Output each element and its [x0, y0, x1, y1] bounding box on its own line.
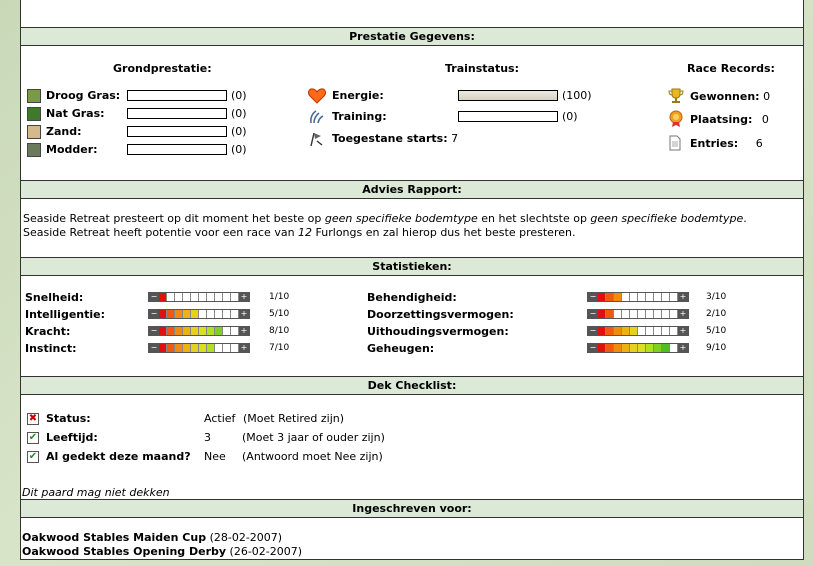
stat-segment [646, 293, 654, 301]
advice-line-2 [23, 226, 575, 239]
horse-panel [20, 0, 804, 560]
ground-label: Nat Gras: [46, 107, 105, 120]
stat-segment [231, 310, 239, 318]
stat-bar [587, 326, 689, 336]
stat-minus-button[interactable]: − [150, 309, 158, 318]
stat-bar [148, 292, 250, 302]
checklist-header: Dek Checklist: [21, 376, 803, 395]
stat-segment [207, 310, 215, 318]
stat-segment [191, 310, 199, 318]
advice-text: . [743, 212, 747, 225]
stat-segment [654, 293, 662, 301]
race-row [22, 531, 282, 544]
stat-segment [199, 310, 207, 318]
stat-segment [614, 293, 622, 301]
cross-icon: ✖ [28, 413, 38, 424]
stat-segment [670, 327, 678, 335]
ground-value: (0) [231, 125, 247, 138]
stat-segment [199, 327, 207, 335]
stat-segment [654, 327, 662, 335]
stat-label: Snelheid: [25, 291, 84, 304]
stat-minus-button[interactable]: − [150, 326, 158, 335]
check-value: Nee [204, 450, 226, 463]
entries-label: Entries: [690, 137, 739, 150]
stat-label: Doorzettingsvermogen: [367, 308, 514, 321]
stat-value: 2/10 [706, 309, 727, 319]
stat-segment [614, 344, 622, 352]
medal-icon [668, 110, 684, 131]
race-name[interactable]: Oakwood Stables Maiden Cup [22, 531, 207, 544]
trophy-icon [668, 88, 684, 107]
stat-segment [670, 344, 678, 352]
training-label: Training: [332, 110, 387, 123]
ground-label: Droog Gras: [46, 89, 121, 102]
stat-segment [175, 327, 183, 335]
stat-segment [215, 344, 223, 352]
stat-segment [630, 344, 638, 352]
placed-label: Plaatsing: [690, 113, 753, 126]
stat-plus-button[interactable]: + [240, 326, 248, 335]
stat-segment [614, 327, 622, 335]
stat-segment [175, 310, 183, 318]
stat-plus-button[interactable]: + [240, 292, 248, 301]
stat-bar [148, 326, 250, 336]
ground-bar [127, 144, 227, 155]
advice-emphasis: 12 [298, 226, 313, 239]
ground-value: (0) [231, 89, 247, 102]
stat-segment [662, 327, 670, 335]
ground-label: Zand: [46, 125, 82, 138]
stat-plus-button[interactable]: + [240, 309, 248, 318]
stat-segment [606, 344, 614, 352]
stat-segment [662, 293, 670, 301]
stat-plus-button[interactable]: + [679, 292, 687, 301]
stat-segment [191, 293, 199, 301]
entries-value: 6 [755, 137, 763, 150]
ground-swatch [27, 107, 41, 121]
advice-emphasis: geen specifieke bodemtype [590, 212, 744, 225]
stats-header: Statistieken: [21, 257, 803, 276]
stat-segment [654, 344, 662, 352]
check-label: Leeftijd: [46, 431, 98, 444]
check-note: (Antwoord moet Nee zijn) [242, 450, 383, 463]
won-value: 0 [763, 90, 771, 103]
stat-segment [159, 293, 167, 301]
stat-segment [598, 327, 606, 335]
stat-segment [231, 293, 239, 301]
stat-segment [199, 293, 207, 301]
stat-segment [223, 327, 231, 335]
advice-text: en het slechtste op [477, 212, 591, 225]
stat-segment [622, 327, 630, 335]
check-value: Actief [204, 412, 236, 425]
stat-value: 3/10 [706, 292, 727, 302]
stat-segment [191, 344, 199, 352]
stat-segment [638, 310, 646, 318]
check-value: 3 [204, 431, 211, 444]
advice-text: Seaside Retreat heeft potentie voor een race van [23, 226, 299, 239]
stat-segment [606, 327, 614, 335]
stat-segment [231, 344, 239, 352]
advice-header: Advies Rapport: [21, 180, 803, 199]
stat-minus-button[interactable]: − [589, 292, 597, 301]
stat-segment [630, 327, 638, 335]
advice-text: Furlongs en zal hierop dus het beste presteren. [312, 226, 576, 239]
stat-segment [646, 310, 654, 318]
stat-segment [622, 310, 630, 318]
stat-segment [606, 310, 614, 318]
document-icon [668, 135, 682, 154]
stat-segment [215, 293, 223, 301]
stat-segment [598, 344, 606, 352]
stat-minus-button[interactable]: − [589, 309, 597, 318]
won-label: Gewonnen: [690, 90, 760, 103]
race-row [22, 545, 302, 558]
stat-segment [215, 310, 223, 318]
checkmark-icon: ✔ [28, 432, 38, 443]
stat-segment [630, 310, 638, 318]
stat-segment [606, 293, 614, 301]
stat-segment [646, 327, 654, 335]
stat-segment [670, 293, 678, 301]
race-date: (28-02-2007) [209, 531, 283, 544]
stat-plus-button[interactable]: + [679, 326, 687, 335]
stat-label: Uithoudingsvermogen: [367, 325, 509, 338]
ground-value: (0) [231, 107, 247, 120]
stat-value: 1/10 [269, 292, 290, 302]
stat-segment [662, 310, 670, 318]
race-name[interactable]: Oakwood Stables Opening Derby [22, 545, 227, 558]
stat-value: 5/10 [706, 326, 727, 336]
advice-emphasis: geen specifieke bodemtype [324, 212, 478, 225]
ground-bar [127, 126, 227, 137]
energy-value: (100) [562, 89, 592, 102]
stat-value: 5/10 [269, 309, 290, 319]
stat-segment [223, 310, 231, 318]
stat-segment [159, 344, 167, 352]
stat-bar [148, 343, 250, 353]
stat-segment [622, 344, 630, 352]
checkmark-icon: ✔ [28, 451, 38, 462]
train-title: Trainstatus: [445, 62, 520, 75]
stat-segment [159, 310, 167, 318]
training-value: (0) [562, 110, 578, 123]
check-label: Al gedekt deze maand? [46, 450, 191, 463]
advice-line-1 [23, 212, 747, 225]
stat-label: Instinct: [25, 342, 77, 355]
ground-swatch [27, 143, 41, 157]
stat-segment [638, 293, 646, 301]
checklist-footer: Dit paard mag niet dekken [22, 486, 170, 499]
stat-plus-button[interactable]: + [679, 309, 687, 318]
stat-segment [662, 344, 670, 352]
stat-segment [223, 344, 231, 352]
stat-segment [654, 310, 662, 318]
stat-label: Kracht: [25, 325, 71, 338]
stat-segment [183, 293, 191, 301]
stat-value: 7/10 [269, 343, 290, 353]
entries-row [690, 137, 763, 150]
starts-label: Toegestane starts: [332, 132, 448, 145]
stat-plus-button[interactable]: + [679, 343, 687, 352]
ground-swatch [27, 125, 41, 139]
stat-segment [598, 293, 606, 301]
stat-bar [587, 292, 689, 302]
stat-segment [167, 310, 175, 318]
stat-segment [199, 344, 207, 352]
stat-bar [148, 309, 250, 319]
ground-bar [127, 108, 227, 119]
stat-segment [191, 327, 199, 335]
ground-swatch [27, 89, 41, 103]
records-title: Race Records: [687, 62, 775, 75]
training-bar [458, 111, 558, 122]
stat-segment [207, 293, 215, 301]
stat-segment [183, 327, 191, 335]
race-date: (26-02-2007) [229, 545, 303, 558]
stat-segment [183, 310, 191, 318]
stat-plus-button[interactable]: + [240, 343, 248, 352]
stat-segment [231, 327, 239, 335]
stat-segment [638, 327, 646, 335]
stat-minus-button[interactable]: − [589, 326, 597, 335]
heart-icon [308, 88, 326, 107]
stat-segment [207, 344, 215, 352]
starts-value: 7 [451, 132, 459, 145]
stat-minus-button[interactable]: − [150, 343, 158, 352]
stat-segment [167, 293, 175, 301]
stat-segment [167, 344, 175, 352]
ground-bar [127, 90, 227, 101]
stat-segment [630, 293, 638, 301]
stat-segment [614, 310, 622, 318]
entries-header: Ingeschreven voor: [21, 499, 803, 518]
energy-bar [458, 90, 558, 101]
stat-segment [638, 344, 646, 352]
stat-segment [175, 344, 183, 352]
stat-label: Intelligentie: [25, 308, 106, 321]
training-icon [308, 109, 326, 128]
check-note: (Moet 3 jaar of ouder zijn) [242, 431, 385, 444]
ground-value: (0) [231, 143, 247, 156]
advice-text: Seaside Retreat presteert op dit moment het beste op [23, 212, 325, 225]
stat-segment [215, 327, 223, 335]
stat-segment [183, 344, 191, 352]
stat-minus-button[interactable]: − [589, 343, 597, 352]
stat-label: Behendigheid: [367, 291, 457, 304]
starts-row [332, 132, 458, 145]
stat-minus-button[interactable]: − [150, 292, 158, 301]
check-note: (Moet Retired zijn) [243, 412, 345, 425]
stat-value: 9/10 [706, 343, 727, 353]
check-label: Status: [46, 412, 91, 425]
stat-segment [207, 327, 215, 335]
stat-segment [598, 310, 606, 318]
ground-title: Grondprestatie: [113, 62, 212, 75]
placed-value: 0 [761, 113, 769, 126]
ground-label: Modder: [46, 143, 98, 156]
stat-label: Geheugen: [367, 342, 435, 355]
stat-bar [587, 309, 689, 319]
stat-segment [223, 293, 231, 301]
stat-segment [175, 293, 183, 301]
performance-header: Prestatie Gegevens: [21, 27, 803, 46]
flag-icon [308, 131, 324, 150]
won-row [690, 90, 770, 103]
energy-label: Energie: [332, 89, 384, 102]
stat-segment [646, 344, 654, 352]
stat-segment [167, 327, 175, 335]
stat-segment [159, 327, 167, 335]
placed-row [690, 113, 769, 126]
stat-value: 8/10 [269, 326, 290, 336]
stat-segment [670, 310, 678, 318]
stat-segment [622, 293, 630, 301]
stat-bar [587, 343, 689, 353]
